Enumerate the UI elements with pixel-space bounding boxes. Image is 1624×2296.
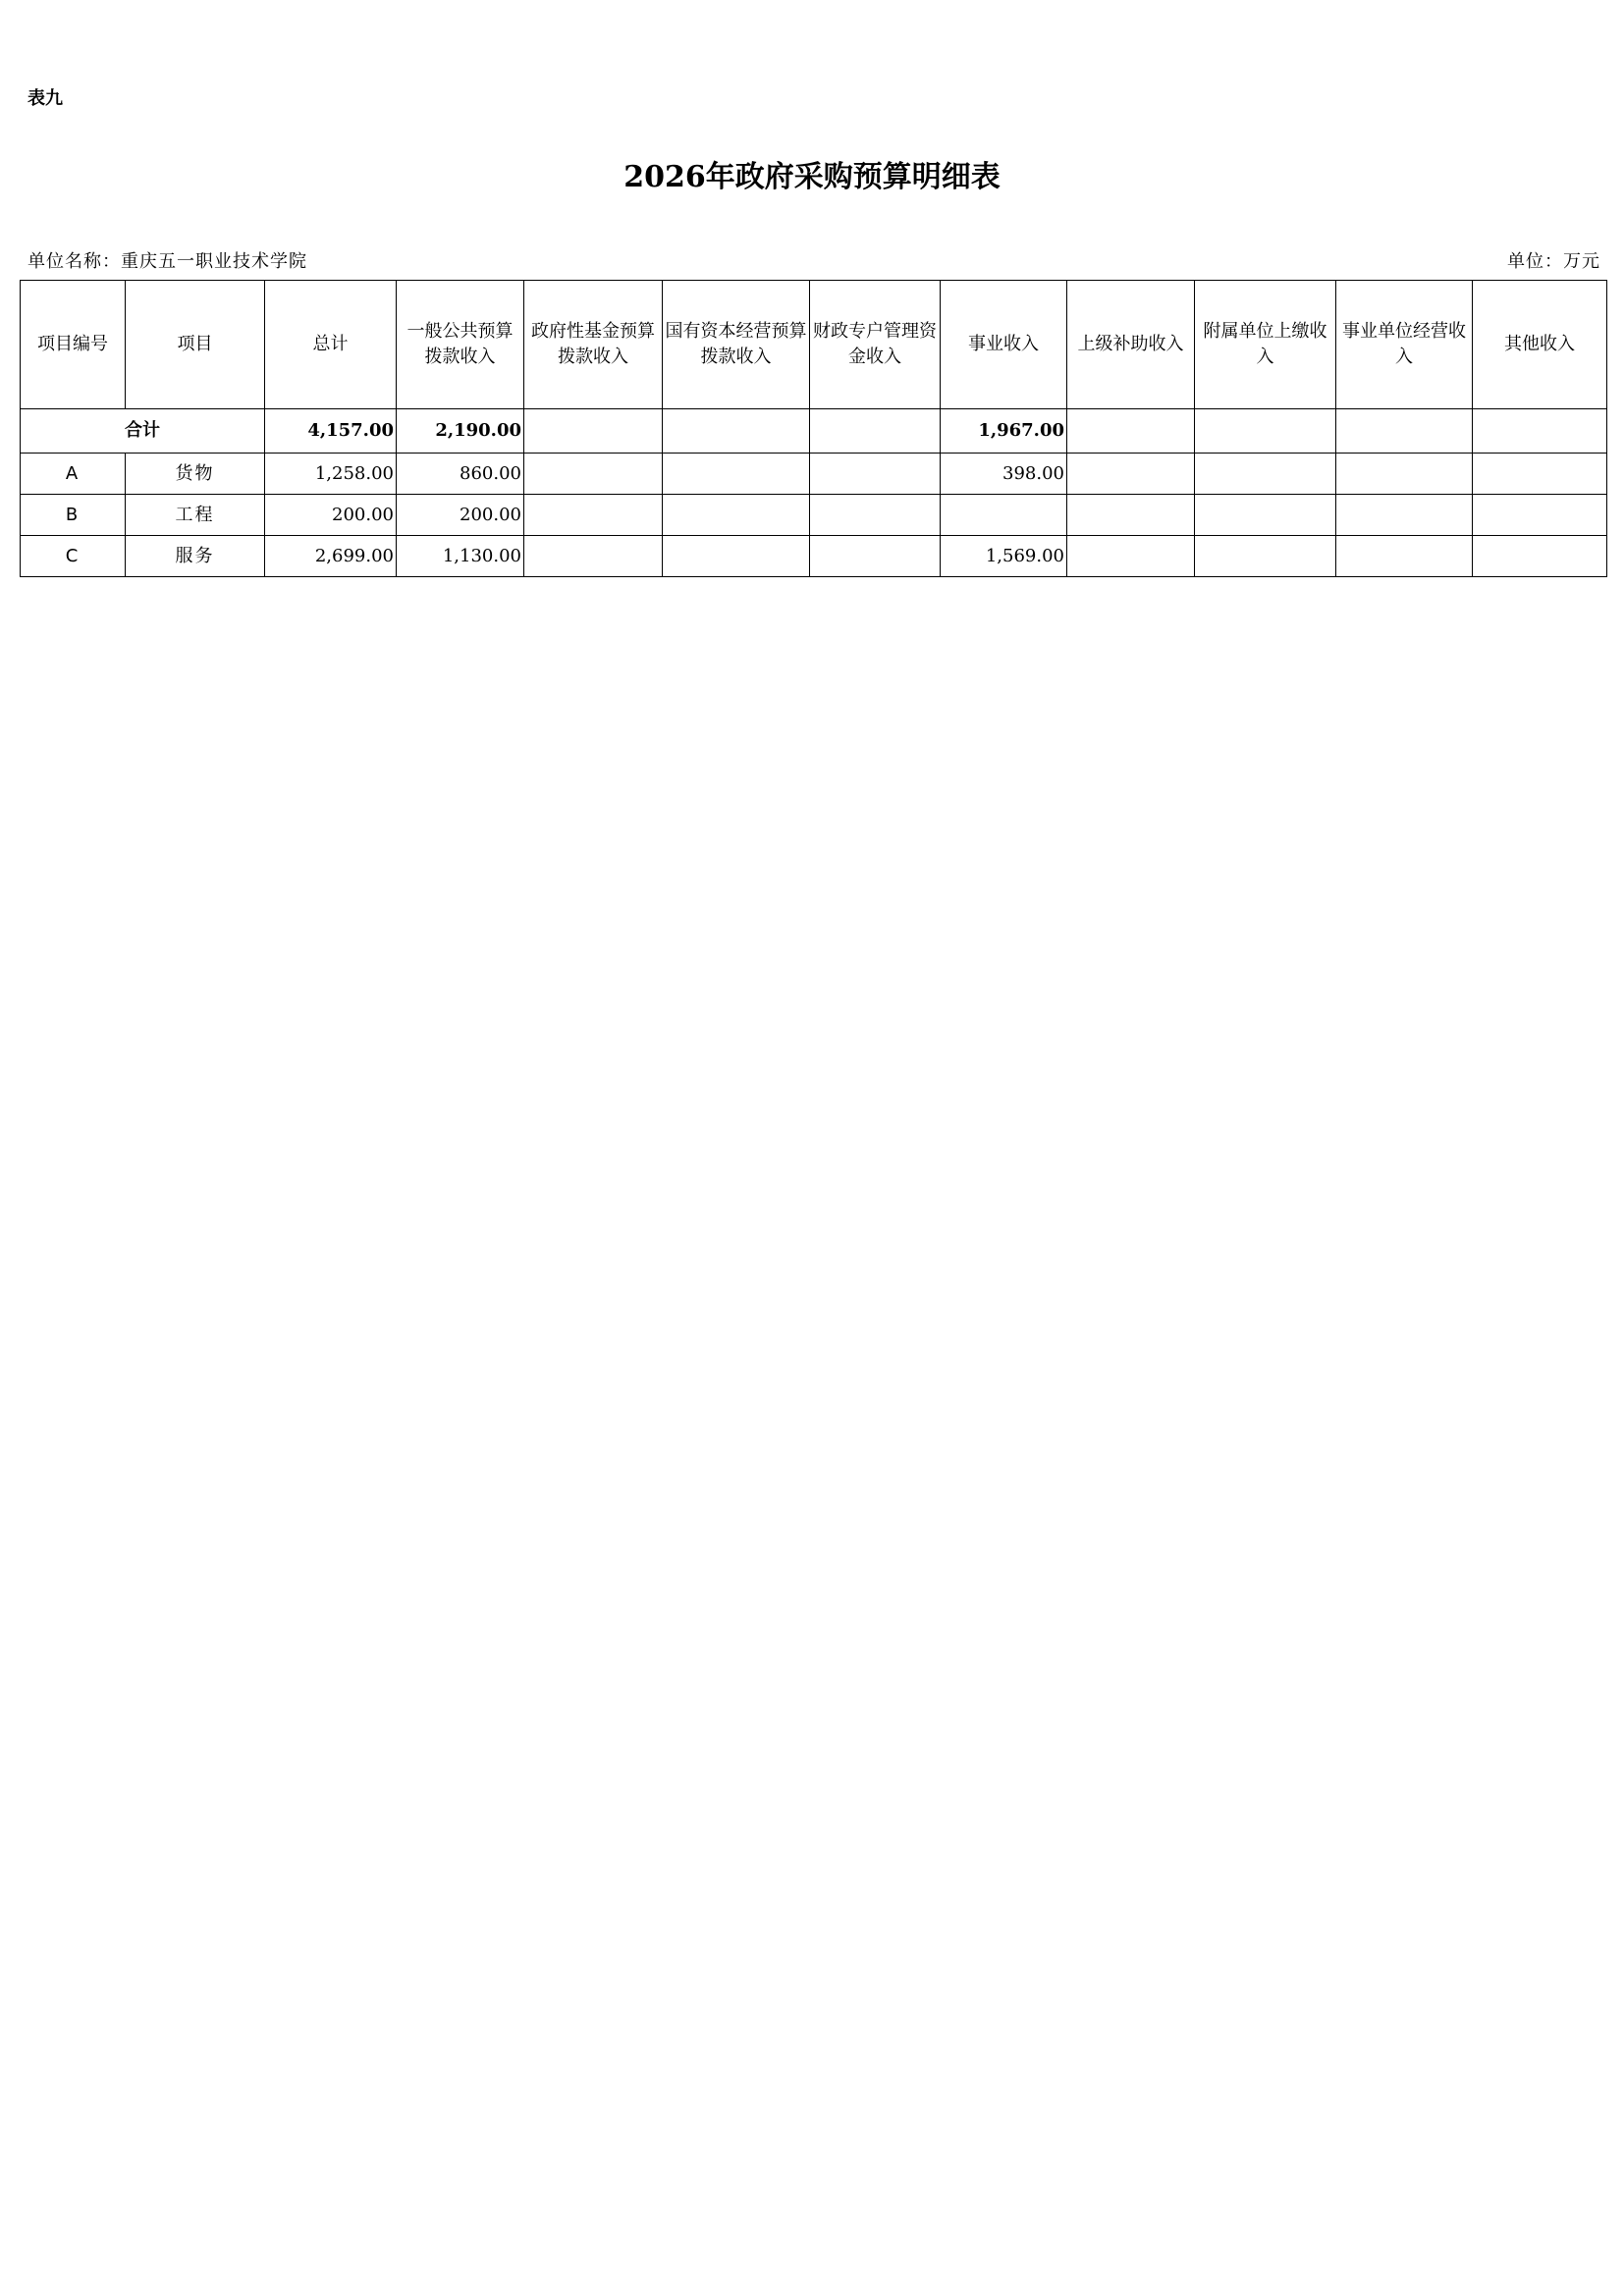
row-cell-other (1473, 454, 1607, 495)
column-header-affiliated: 附属单位上缴收入 (1195, 281, 1336, 409)
row-cell-state-capital (663, 536, 810, 577)
column-header-state-capital: 国有资本经营预算拨款收入 (663, 281, 810, 409)
column-header-business-income: 事业收入 (941, 281, 1067, 409)
row-cell-operating (1336, 454, 1473, 495)
row-item: 货物 (126, 454, 265, 495)
row-cell-other (1473, 536, 1607, 577)
total-label: 合计 (21, 409, 265, 454)
currency-unit: 单位：万元 (1507, 251, 1600, 272)
row-item: 服务 (126, 536, 265, 577)
row-code: C (21, 536, 126, 577)
unit-name: 单位名称：重庆五一职业技术学院 (27, 251, 307, 272)
row-cell-other (1473, 495, 1607, 536)
table-label: 表九 (27, 88, 63, 109)
total-cell-affiliated (1195, 409, 1336, 454)
table-row (21, 454, 1607, 495)
row-cell-gov-fund (524, 495, 663, 536)
column-header-other: 其他收入 (1473, 281, 1607, 409)
total-cell-total: 4,157.00 (265, 409, 397, 454)
row-cell-fiscal-account (810, 495, 941, 536)
row-cell-total: 200.00 (265, 495, 397, 536)
row-cell-total: 1,258.00 (265, 454, 397, 495)
row-cell-superior-subsidy (1067, 454, 1195, 495)
row-item: 工程 (126, 495, 265, 536)
row-cell-business-income: 398.00 (941, 454, 1067, 495)
row-cell-operating (1336, 536, 1473, 577)
column-header-item: 项目 (126, 281, 265, 409)
procurement-budget-table (20, 280, 1607, 577)
row-cell-general-budget: 860.00 (397, 454, 524, 495)
total-cell-superior-subsidy (1067, 409, 1195, 454)
row-cell-superior-subsidy (1067, 536, 1195, 577)
total-row (21, 409, 1607, 454)
table-header-row (21, 281, 1607, 409)
row-cell-general-budget: 200.00 (397, 495, 524, 536)
row-cell-general-budget: 1,130.00 (397, 536, 524, 577)
table-row (21, 495, 1607, 536)
row-cell-gov-fund (524, 536, 663, 577)
row-cell-fiscal-account (810, 536, 941, 577)
row-cell-superior-subsidy (1067, 495, 1195, 536)
column-header-operating: 事业单位经营收入 (1336, 281, 1473, 409)
total-cell-general-budget: 2,190.00 (397, 409, 524, 454)
total-cell-business-income: 1,967.00 (941, 409, 1067, 454)
page-title: 2026年政府采购预算明细表 (623, 160, 1001, 194)
row-cell-affiliated (1195, 454, 1336, 495)
column-header-fiscal-account: 财政专户管理资金收入 (810, 281, 941, 409)
table-row (21, 536, 1607, 577)
column-header-general-budget: 一般公共预算拨款收入 (397, 281, 524, 409)
row-code: B (21, 495, 126, 536)
row-cell-operating (1336, 495, 1473, 536)
row-cell-state-capital (663, 495, 810, 536)
column-header-superior-subsidy: 上级补助收入 (1067, 281, 1195, 409)
row-cell-affiliated (1195, 536, 1336, 577)
total-cell-fiscal-account (810, 409, 941, 454)
total-cell-other (1473, 409, 1607, 454)
row-cell-business-income: 1,569.00 (941, 536, 1067, 577)
total-cell-gov-fund (524, 409, 663, 454)
row-cell-total: 2,699.00 (265, 536, 397, 577)
column-header-code: 项目编号 (21, 281, 126, 409)
row-cell-state-capital (663, 454, 810, 495)
row-cell-gov-fund (524, 454, 663, 495)
row-cell-business-income (941, 495, 1067, 536)
total-cell-operating (1336, 409, 1473, 454)
column-header-gov-fund: 政府性基金预算拨款收入 (524, 281, 663, 409)
row-cell-fiscal-account (810, 454, 941, 495)
row-cell-affiliated (1195, 495, 1336, 536)
row-code: A (21, 454, 126, 495)
total-cell-state-capital (663, 409, 810, 454)
column-header-total: 总计 (265, 281, 397, 409)
